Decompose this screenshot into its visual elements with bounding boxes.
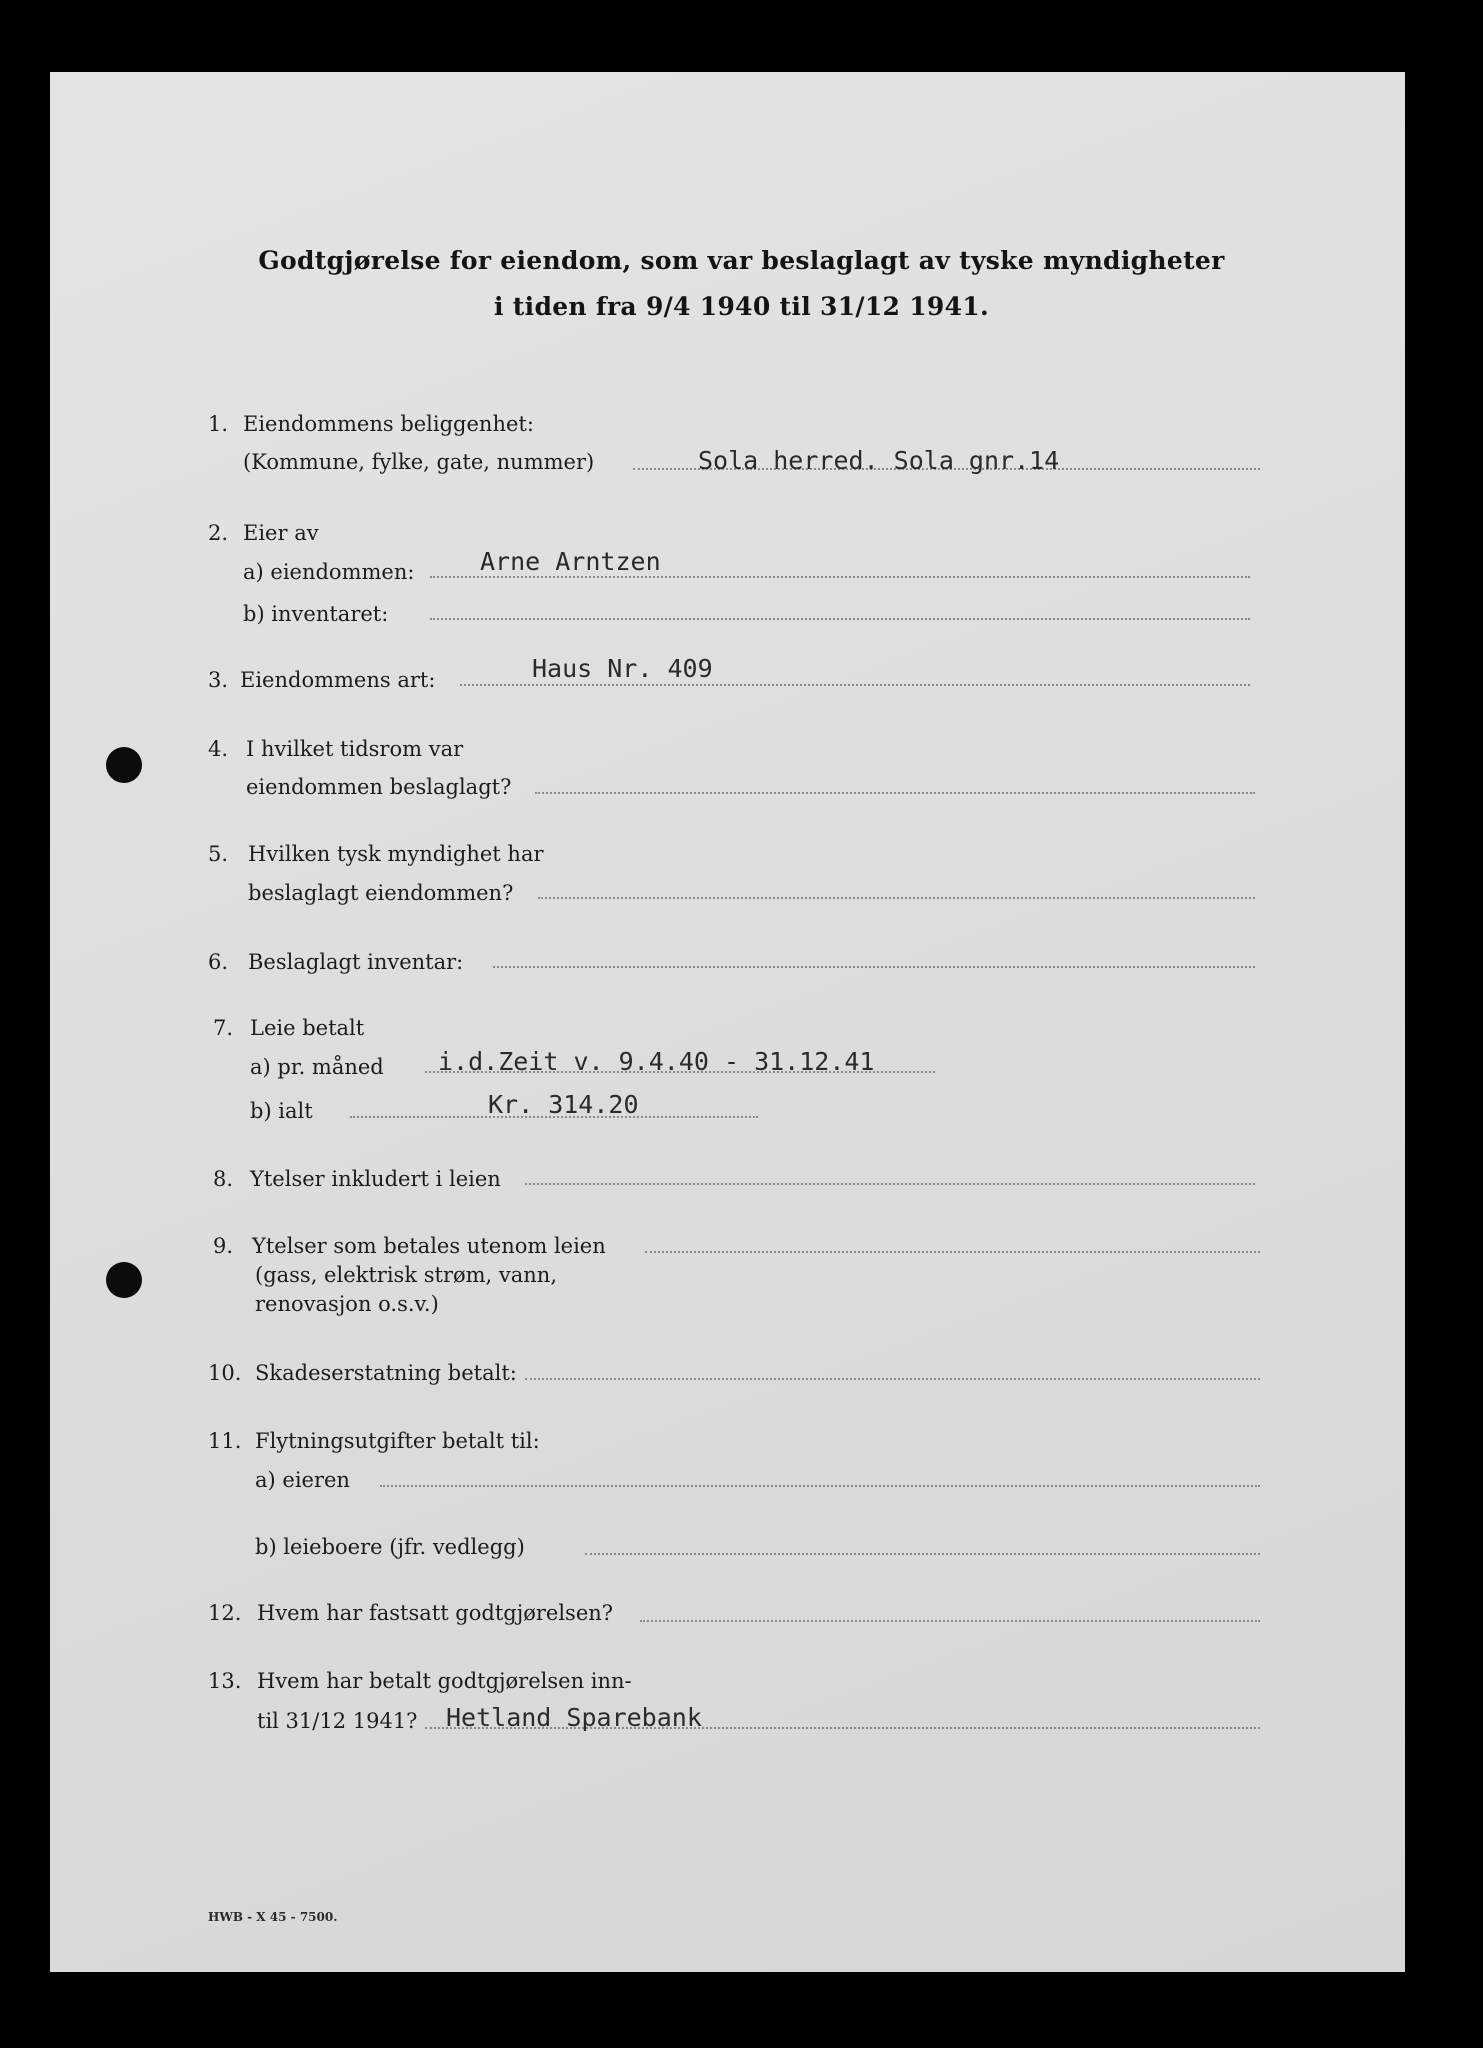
- q10-label: Skadeserstatning betalt:: [255, 1361, 517, 1385]
- q8-label: Ytelser inkludert i leien: [250, 1167, 501, 1191]
- q13-sublabel: til 31/12 1941?: [257, 1709, 418, 1733]
- q3-label: Eiendommens art:: [240, 668, 436, 692]
- q1-answer: Sola herred. Sola gnr.14: [698, 446, 1060, 475]
- q6-answer-line: [493, 966, 1255, 968]
- q1-sublabel: (Kommune, fylke, gate, nummer): [243, 450, 595, 474]
- q10-answer-line: [525, 1378, 1260, 1380]
- q3-answer: Haus Nr. 409: [532, 654, 713, 683]
- q9-sublabel-1: (gass, elektrisk strøm, vann,: [255, 1263, 557, 1287]
- q11-b-label: b) leieboere (jfr. vedlegg): [255, 1535, 525, 1559]
- item-number: 1.: [208, 412, 229, 436]
- item-number: 7.: [213, 1016, 234, 1040]
- punch-hole: [106, 1262, 142, 1298]
- q7-label: Leie betalt: [250, 1016, 365, 1040]
- q7-b-label: b) ialt: [250, 1099, 313, 1123]
- q9-label: Ytelser som betales utenom leien: [252, 1234, 606, 1258]
- form-print-code: HWB - X 45 - 7500.: [208, 1910, 338, 1924]
- q11-b-answer-line: [585, 1553, 1260, 1555]
- q11-label: Flytningsutgifter betalt til:: [255, 1429, 540, 1453]
- q6-label: Beslaglagt inventar:: [248, 950, 464, 974]
- q5-label: Hvilken tysk myndighet har: [248, 842, 544, 866]
- item-number: 9.: [213, 1234, 234, 1258]
- q7-b-answer: Kr. 314.20: [488, 1090, 639, 1119]
- q5-sublabel: beslaglagt eiendommen?: [248, 881, 514, 905]
- item-number: 12.: [208, 1601, 242, 1625]
- q1-label: Eiendommens beliggenhet:: [243, 412, 534, 436]
- q2-a-label: a) eiendommen:: [243, 560, 415, 584]
- q3-answer-line: [460, 684, 1250, 686]
- q2-label: Eier av: [243, 521, 319, 545]
- q12-label: Hvem har fastsatt godtgjørelsen?: [257, 1601, 614, 1625]
- q12-answer-line: [640, 1620, 1260, 1622]
- q11-a-label: a) eieren: [255, 1468, 350, 1492]
- q13-label: Hvem har betalt godtgjørelsen inn-: [257, 1669, 632, 1693]
- q5-answer-line: [538, 897, 1255, 899]
- q4-label: I hvilket tidsrom var: [246, 737, 464, 761]
- q7-a-answer: i.d.Zeit v. 9.4.40 - 31.12.41: [438, 1047, 875, 1076]
- q7-a-label: a) pr. måned: [250, 1055, 384, 1079]
- q9-sublabel-2: renovasjon o.s.v.): [255, 1292, 439, 1316]
- item-number: 10.: [208, 1361, 242, 1385]
- form-title-line-2: i tiden fra 9/4 1940 til 31/12 1941.: [494, 292, 989, 321]
- item-number: 6.: [208, 950, 229, 974]
- q4-answer-line: [535, 792, 1255, 794]
- q4-sublabel: eiendommen beslaglagt?: [246, 775, 512, 799]
- item-number: 4.: [208, 737, 229, 761]
- q2-a-answer: Arne Arntzen: [480, 547, 661, 576]
- q13-answer: Hetland Sparebank: [446, 1703, 702, 1732]
- item-number: 2.: [208, 521, 229, 545]
- q11-a-answer-line: [380, 1485, 1260, 1487]
- q8-answer-line: [525, 1183, 1255, 1185]
- q2-b-label: b) inventaret:: [243, 602, 389, 626]
- q2-b-answer-line: [430, 618, 1250, 620]
- q9-answer-line: [645, 1251, 1260, 1253]
- item-number: 5.: [208, 842, 229, 866]
- item-number: 8.: [213, 1167, 234, 1191]
- punch-hole: [106, 747, 142, 783]
- item-number: 13.: [208, 1669, 242, 1693]
- item-number: 3.: [208, 668, 229, 692]
- item-number: 11.: [208, 1429, 242, 1453]
- form-title-line-1: Godtgjørelse for eiendom, som var beslaglagt av tyske myndigheter: [258, 246, 1225, 275]
- q2-a-answer-line: [430, 576, 1250, 578]
